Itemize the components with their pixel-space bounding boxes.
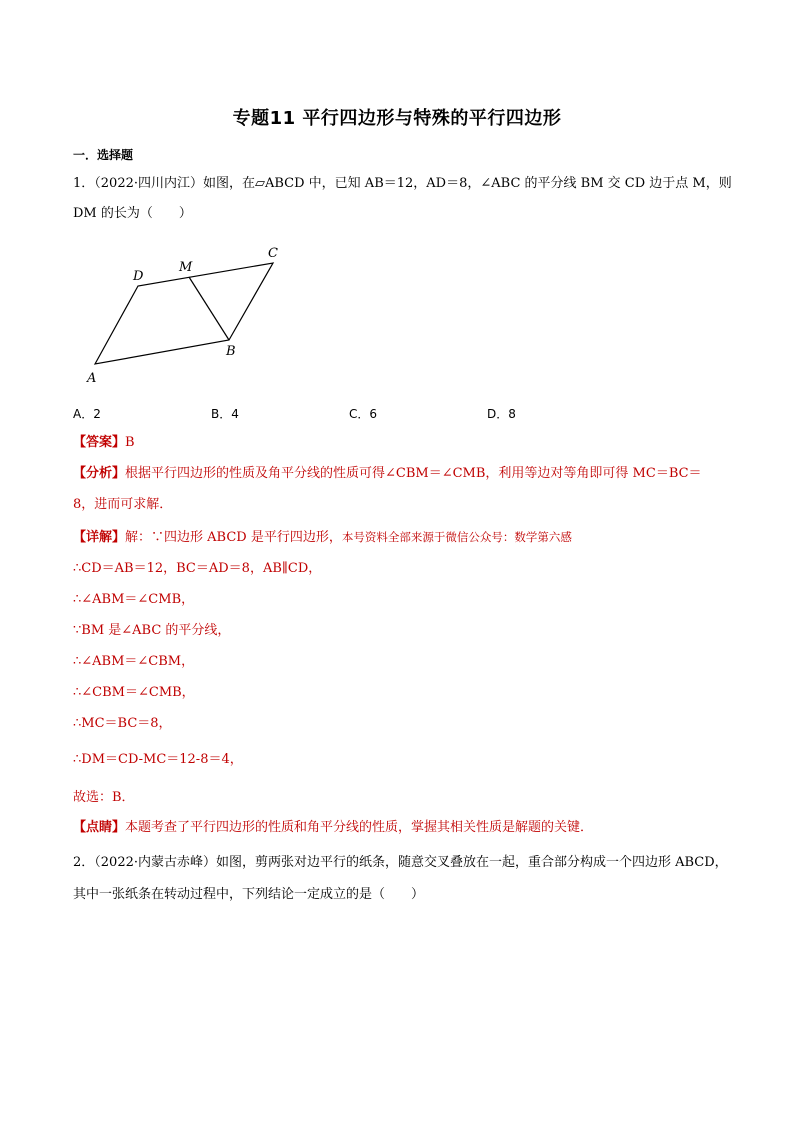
label-a: A xyxy=(87,371,97,386)
step-2: ∴∠ABM＝∠CMB， xyxy=(73,592,195,607)
answer-value: B xyxy=(125,435,135,450)
option-d[interactable]: D．8 xyxy=(487,407,516,421)
detail-note: 本号资料全部来源于微信公众号：数学第六感 xyxy=(341,530,572,544)
parallelogram-figure xyxy=(80,238,300,388)
label-b: B xyxy=(226,344,236,359)
step-4: ∴∠ABM＝∠CBM， xyxy=(73,654,195,669)
answer-tag: 【答案】 xyxy=(73,435,126,450)
answer-line xyxy=(73,435,135,451)
step-5: ∴∠CBM＝∠CMB， xyxy=(73,685,195,700)
option-c[interactable]: C．6 xyxy=(349,407,378,421)
q2-stem-line1: 2．（2022·内蒙古赤峰）如图，剪两张对边平行的纸条，随意交叉叠放在一起，重合部分构成一个四边形 ABCD， xyxy=(73,855,728,870)
step-6: ∴MC＝BC＝8， xyxy=(73,716,172,731)
q2-stem-line2: 其中一张纸条在转动过程中，下列结论一定成立的是（ ） xyxy=(73,887,425,902)
detail-tag: 【详解】 xyxy=(73,530,126,545)
step-7: ∴DM＝CD-MC＝12-8＝4， xyxy=(73,752,243,767)
q1-stem-line2: DM 的长为（ ） xyxy=(73,206,192,221)
detail-line xyxy=(73,529,572,546)
choose-line: 故选：B． xyxy=(73,790,135,805)
analysis-line2: 8，进而可求解． xyxy=(73,497,173,512)
analysis-text1: 根据平行四边形的性质及角平分线的性质可得∠CBM＝∠CMB，利用等边对等角即可得 MC＝BC＝ xyxy=(125,466,702,481)
analysis-tag: 【分析】 xyxy=(73,466,126,481)
label-m: M xyxy=(179,260,193,275)
step-3: ∵BM 是∠ABC 的平分线， xyxy=(73,623,231,638)
bisector-bm xyxy=(189,277,229,340)
comment-line xyxy=(73,820,593,836)
detail-first: 解：∵四边形 ABCD 是平行四边形， xyxy=(125,530,342,545)
label-c: C xyxy=(268,246,278,261)
comment-text: 本题考查了平行四边形的性质和角平分线的性质，掌握其相关性质是解题的关键． xyxy=(125,820,594,835)
q1-stem-line1: 1．（2022·四川内江）如图，在▱ABCD 中，已知 AB＝12，AD＝8，∠ABC 的平分线 BM 交 CD 边于点 M，则 xyxy=(73,176,732,191)
parallelogram-abcd xyxy=(95,263,273,364)
label-d: D xyxy=(133,269,144,284)
section-heading: 一．选择题 xyxy=(73,148,134,162)
comment-tag: 【点睛】 xyxy=(73,820,126,835)
option-b[interactable]: B．4 xyxy=(211,407,239,421)
option-a[interactable]: A．2 xyxy=(73,407,101,421)
page-title: 专题11 平行四边形与特殊的平行四边形 xyxy=(232,108,562,129)
step-1: ∴CD＝AB＝12，BC＝AD＝8，AB∥CD， xyxy=(73,561,322,576)
analysis-line1 xyxy=(73,466,702,482)
